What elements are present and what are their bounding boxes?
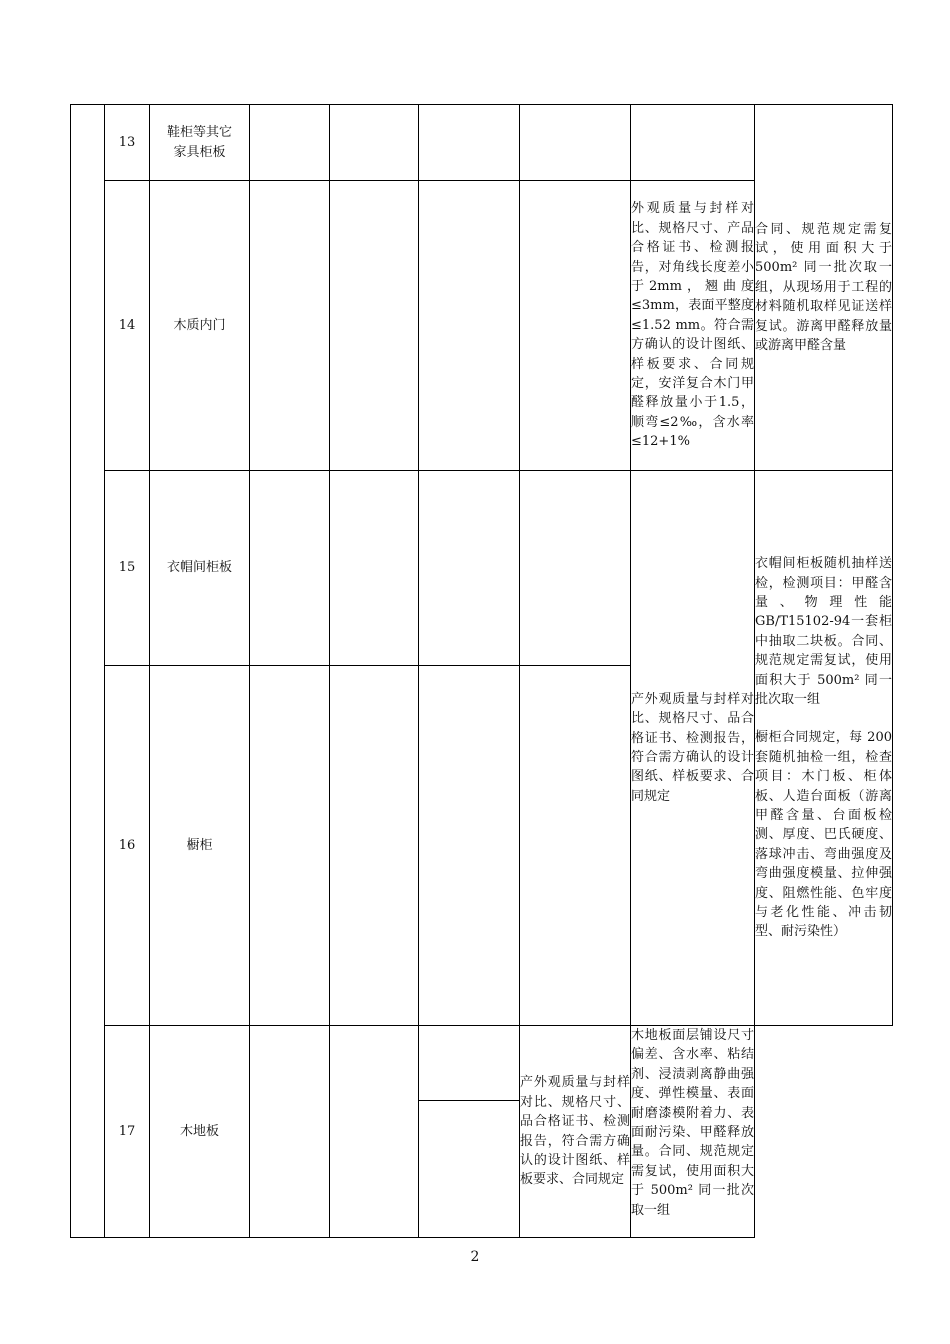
item-name: 衣帽间柜板 <box>150 471 250 666</box>
item-name: 橱柜 <box>150 666 250 1026</box>
row-number: 14 <box>105 181 150 471</box>
empty-cell <box>419 471 520 666</box>
test-text-cabinet: 橱柜合同规定，每 200 套随机抽检一组，检查项目：木门板、柜体板、人造台面板（游离甲醛含量、台面板检测、厚度、巴氏硬度、落球冲击、弯曲强度及弯曲强度模量、拉伸强度、阻燃性能、色牢度与老化性能、冲击韧型、耐污染性） <box>755 730 892 940</box>
empty-cell <box>419 181 520 471</box>
empty-cell <box>250 666 330 1026</box>
item-name: 木地板 <box>150 1026 250 1238</box>
row-number: 16 <box>105 666 150 1026</box>
test-requirement-15-16 <box>755 471 893 1026</box>
split-cell-bottom <box>419 1101 519 1237</box>
quality-requirement-14: 外观质量与封样对比、规格尺寸、产品合格证书、检测报告，对角线长度差小于2mm，翘曲度≤3mm，表面平整度≤1.52 mm。符合需方确认的设计图纸、样板要求、合同规定，安洋复合木门甲醛释放量小于1.5，顺弯≤2‰，含水率≤12+1% <box>631 181 755 471</box>
quality-requirement-17: 产外观质量与封样对比、规格尺寸、品合格证书、检测报告，符合需方确认的设计图纸、样板要求、合同规定 <box>520 1026 631 1238</box>
test-text-wardrobe: 衣帽间柜板随机抽样送检，检测项目：甲醛含量、物理性能GB/T15102-94一套柜中抽取二块板。合同、规范规定需复试，使用面积大于 500m² 同一批次取一组 <box>755 556 892 707</box>
split-cell <box>419 1026 520 1238</box>
empty-cell <box>330 105 419 181</box>
empty-cell <box>520 181 631 471</box>
empty-cell <box>250 105 330 181</box>
quality-requirement-15-16: 产外观质量与封样对比、规格尺寸、品合格证书、检测报告，符合需方确认的设计图纸、样板要求、合同规定 <box>631 471 755 1026</box>
table-row <box>71 1026 893 1238</box>
empty-cell <box>250 1026 330 1238</box>
row-number: 13 <box>105 105 150 181</box>
empty-cell <box>330 471 419 666</box>
row-number: 15 <box>105 471 150 666</box>
page-number: 2 <box>470 1249 480 1265</box>
category-cell <box>71 105 105 1238</box>
empty-cell <box>520 471 631 666</box>
empty-cell <box>330 666 419 1026</box>
empty-cell <box>250 471 330 666</box>
empty-cell <box>330 181 419 471</box>
test-requirement-17: 木地板面层铺设尺寸偏差、含水率、粘结剂、浸渍剥离静曲强度、弹性模量、表面耐磨漆模附着力、表面耐污染、甲醛释放量。合同、规范规定需复试，使用面积大于 500m² 同一批次取一组 <box>631 1026 755 1238</box>
row-number: 17 <box>105 1026 150 1238</box>
empty-cell <box>520 105 631 181</box>
empty-cell <box>419 666 520 1026</box>
empty-cell <box>631 105 755 181</box>
item-name: 木质内门 <box>150 181 250 471</box>
empty-cell <box>330 1026 419 1238</box>
material-inspection-table <box>70 104 893 1238</box>
table-row <box>71 105 893 181</box>
test-requirement-13-14: 合同、规范规定需复试，使用面积大于 500m² 同一批次取一组，从现场用于工程的材料随机取样见证送样复试。游离甲醛释放量或游离甲醛含量 <box>755 105 893 471</box>
item-name: 鞋柜等其它 家具柜板 <box>150 105 250 181</box>
table-row <box>71 471 893 666</box>
empty-cell <box>419 105 520 181</box>
split-cell-top <box>419 1026 519 1101</box>
empty-cell <box>520 666 631 1026</box>
empty-cell <box>250 181 330 471</box>
